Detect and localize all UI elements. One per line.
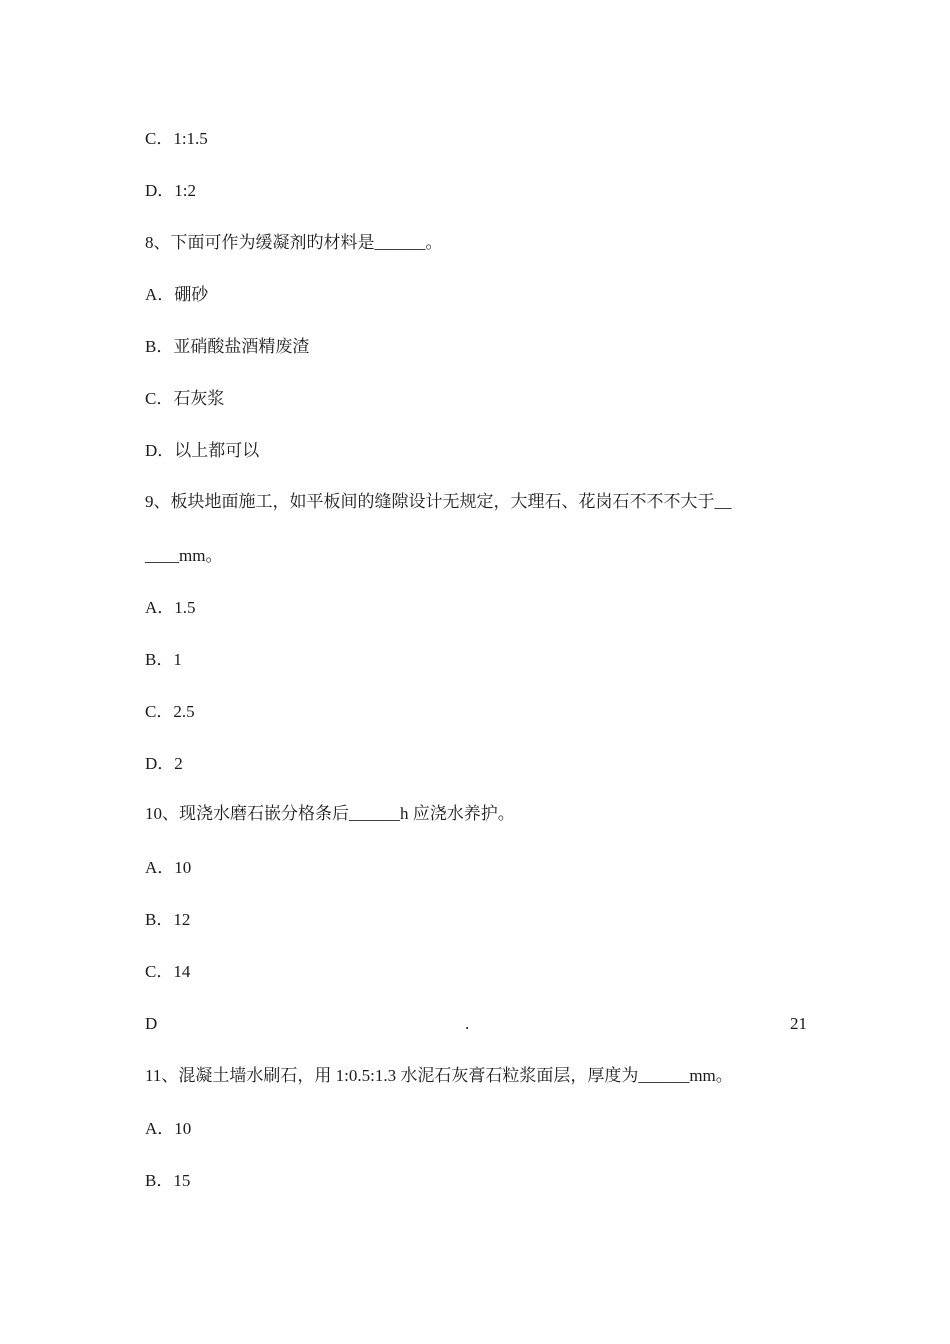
question-9-line-2: ____mm。 xyxy=(145,546,223,565)
q8-option-a: A．硼砂 xyxy=(145,285,209,304)
q10-option-d-letter: D xyxy=(145,1014,158,1033)
q7-option-c: C．1:1.5 xyxy=(145,129,208,148)
q10-option-d-value: 21 xyxy=(790,1014,807,1033)
question-9-line-1: 9、板块地面施工，如平板间的缝隙设计无规定，大理石、花岗石不不不大于__ xyxy=(145,492,732,511)
q10-option-a: A．10 xyxy=(145,858,192,877)
q8-option-c: C．石灰浆 xyxy=(145,389,225,408)
q11-option-a: A．10 xyxy=(145,1119,192,1138)
q10-option-d-dot: . xyxy=(465,1014,470,1033)
q9-option-c: C．2.5 xyxy=(145,702,195,721)
q8-option-b: B．亚硝酸盐酒精废渣 xyxy=(145,337,310,356)
q10-option-c: C．14 xyxy=(145,962,191,981)
question-10: 10、现浇水磨石嵌分格条后______h 应浇水养护。 xyxy=(145,804,515,823)
q9-option-b: B．1 xyxy=(145,650,182,669)
q9-option-d: D．2 xyxy=(145,754,183,773)
question-8: 8、下面可作为缓凝剂旳材料是______。 xyxy=(145,233,443,252)
q9-option-a: A．1.5 xyxy=(145,598,196,617)
q10-option-b: B．12 xyxy=(145,910,191,929)
q7-option-d: D．1:2 xyxy=(145,181,196,200)
q11-option-b: B．15 xyxy=(145,1171,191,1190)
question-11: 11、混凝土墙水刷石，用 1:0.5:1.3 水泥石灰膏石粒浆面层，厚度为______mm。 xyxy=(145,1066,733,1085)
q8-option-d: D．以上都可以 xyxy=(145,441,260,460)
